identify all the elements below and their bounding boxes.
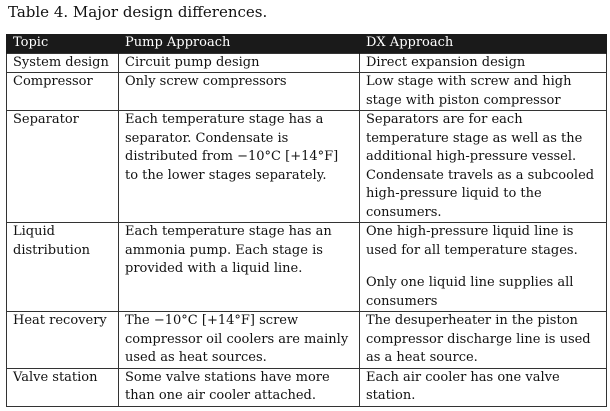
topic-cell: Separator (7, 111, 119, 223)
header-topic: Topic (7, 34, 119, 53)
dx-cell-text: One high-pressure liquid line is used for all temperature stages. (366, 224, 578, 258)
dx-cell: Low stage with screw and high stage with piston compressor (360, 73, 607, 111)
header-dx-approach: DX Approach (360, 34, 607, 53)
topic-cell: System design (7, 53, 119, 73)
dx-cell: Direct expansion design (360, 53, 607, 73)
header-pump-approach: Pump Approach (119, 34, 360, 53)
pump-cell: Each temperature stage has a separator. Condensate is distributed from −10°C [+14°F] to the lower stages separately. (119, 111, 360, 223)
dx-cell: Separators are for each temperature stage as well as the additional high-pressure vessel. Condensate travels as a subcooled high-pressure liquid to the consumers. (360, 111, 607, 223)
pump-cell: The −10°C [+14°F] screw compressor oil coolers are mainly used as heat sources. (119, 312, 360, 369)
dx-cell: The desuperheater in the piston compressor discharge line is used as a heat source. (360, 312, 607, 369)
table-row (7, 312, 607, 369)
pump-cell: Only screw compressors (119, 73, 360, 111)
dx-cell-extra-text: Only one liquid line supplies all consumers (366, 275, 574, 309)
table-row (7, 223, 607, 312)
table-row (7, 368, 607, 406)
table-header-row (7, 34, 607, 53)
topic-cell: Liquid distribution (7, 223, 119, 312)
pump-cell: Some valve stations have more than one air cooler attached. (119, 368, 360, 406)
topic-cell: Compressor (7, 73, 119, 111)
design-differences-table (6, 34, 607, 407)
topic-cell: Heat recovery (7, 312, 119, 369)
dx-cell (360, 223, 607, 312)
pump-cell: Each temperature stage has an ammonia pump. Each stage is provided with a liquid line. (119, 223, 360, 312)
table-row (7, 73, 607, 111)
pump-cell: Circuit pump design (119, 53, 360, 73)
topic-cell: Valve station (7, 368, 119, 406)
table-caption: Table 4. Major design differences. (8, 3, 268, 21)
dx-cell: Each air cooler has one valve station. (360, 368, 607, 406)
table-row (7, 111, 607, 223)
table-row (7, 53, 607, 73)
